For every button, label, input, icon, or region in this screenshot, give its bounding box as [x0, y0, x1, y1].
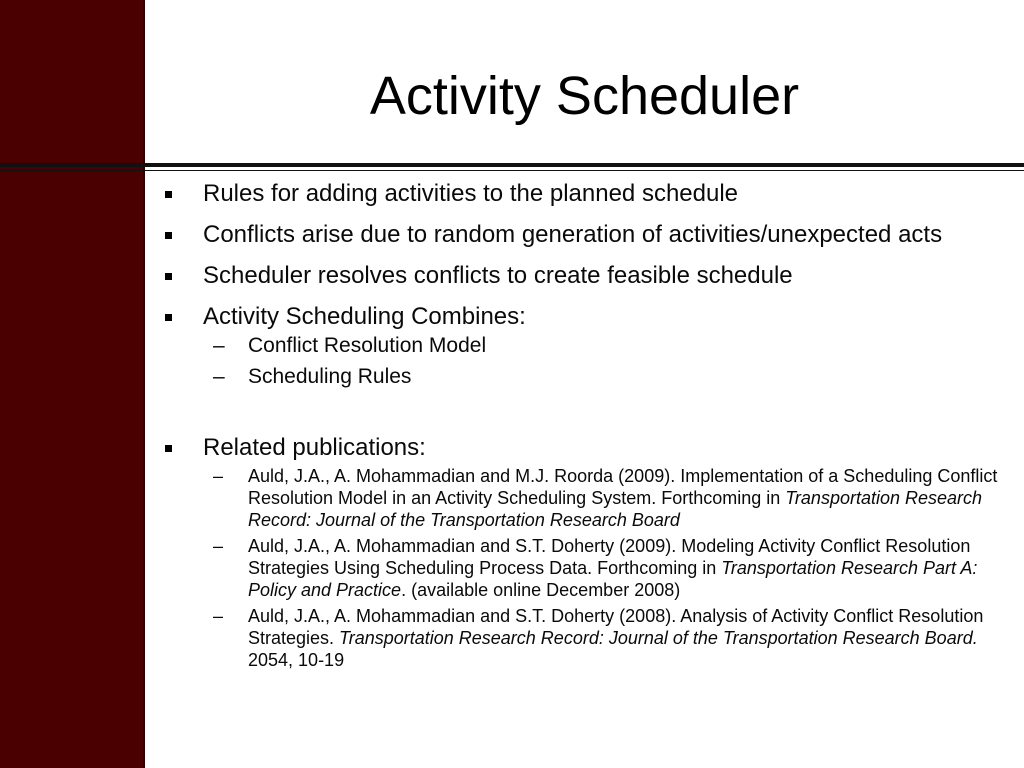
square-bullet-icon — [165, 445, 172, 452]
title-divider-thin — [0, 170, 1024, 171]
reference-text: Auld, J.A., A. Mohammadian and S.T. Doherty (2008). Analysis of Activity Conflict Resolution Strategies. — [248, 606, 984, 648]
reference-tail: 2054, 10-19 — [248, 650, 345, 670]
reference-item — [203, 605, 1010, 671]
dash-bullet-icon: – — [213, 606, 224, 626]
dash-bullet-icon: – — [213, 365, 225, 388]
spacer — [203, 396, 1010, 420]
square-bullet-icon — [165, 191, 172, 198]
square-bullet-icon — [165, 314, 172, 321]
bullet-text: Rules for adding activities to the planned schedule — [203, 180, 739, 207]
reference-item — [203, 535, 1010, 601]
bullet-text: Conflicts arise due to random generation of activities/unexpected acts — [203, 221, 943, 248]
related-heading: Related publications: — [203, 434, 426, 461]
bullet-item — [165, 221, 1010, 248]
slide-title: Activity Scheduler — [369, 66, 800, 126]
reference-journal: Transportation Research Part A: Policy and Practice — [248, 558, 978, 600]
reference-journal: Transportation Research Record: Journal of the Transportation Research Board. — [339, 628, 978, 648]
bullet-item — [165, 303, 1010, 420]
square-bullet-icon — [165, 273, 172, 280]
sidebar-band — [0, 0, 145, 768]
reference-text: Auld, J.A., A. Mohammadian and S.T. Doherty (2009). Modeling Activity Conflict Resolution Strategies Using Scheduling Process Data. Forthcoming in — [248, 536, 971, 578]
bullet-list — [165, 180, 1010, 671]
dash-bullet-icon: – — [213, 466, 224, 486]
reference-item — [203, 465, 1010, 531]
title-divider-thick — [0, 163, 1024, 167]
reference-tail: . (available online December 2008) — [401, 580, 681, 600]
bullet-text: Scheduler resolves conflicts to create feasible schedule — [203, 262, 793, 289]
reference-list — [203, 465, 1010, 671]
sub-bullet-text: Conflict Resolution Model — [248, 334, 487, 357]
reference-text: Auld, J.A., A. Mohammadian and M.J. Roorda (2009). Implementation of a Scheduling Conflict Resolution Model in an Activity Scheduling System. Forthcoming in — [248, 466, 998, 508]
dash-bullet-icon: – — [213, 334, 225, 357]
square-bullet-icon — [165, 232, 172, 239]
bullet-text: Activity Scheduling Combines: — [203, 303, 526, 330]
dash-bullet-icon: – — [213, 536, 224, 556]
sub-bullet-item — [203, 365, 1010, 389]
bullet-item — [165, 262, 1010, 289]
reference-journal: Transportation Research Record: Journal of the Transportation Research Board — [248, 488, 983, 530]
sub-bullet-text: Scheduling Rules — [248, 365, 412, 388]
slide-content — [165, 180, 1010, 685]
sub-bullet-list — [203, 334, 1010, 389]
bullet-item — [165, 434, 1010, 671]
bullet-item — [165, 180, 1010, 207]
sub-bullet-item — [203, 334, 1010, 358]
